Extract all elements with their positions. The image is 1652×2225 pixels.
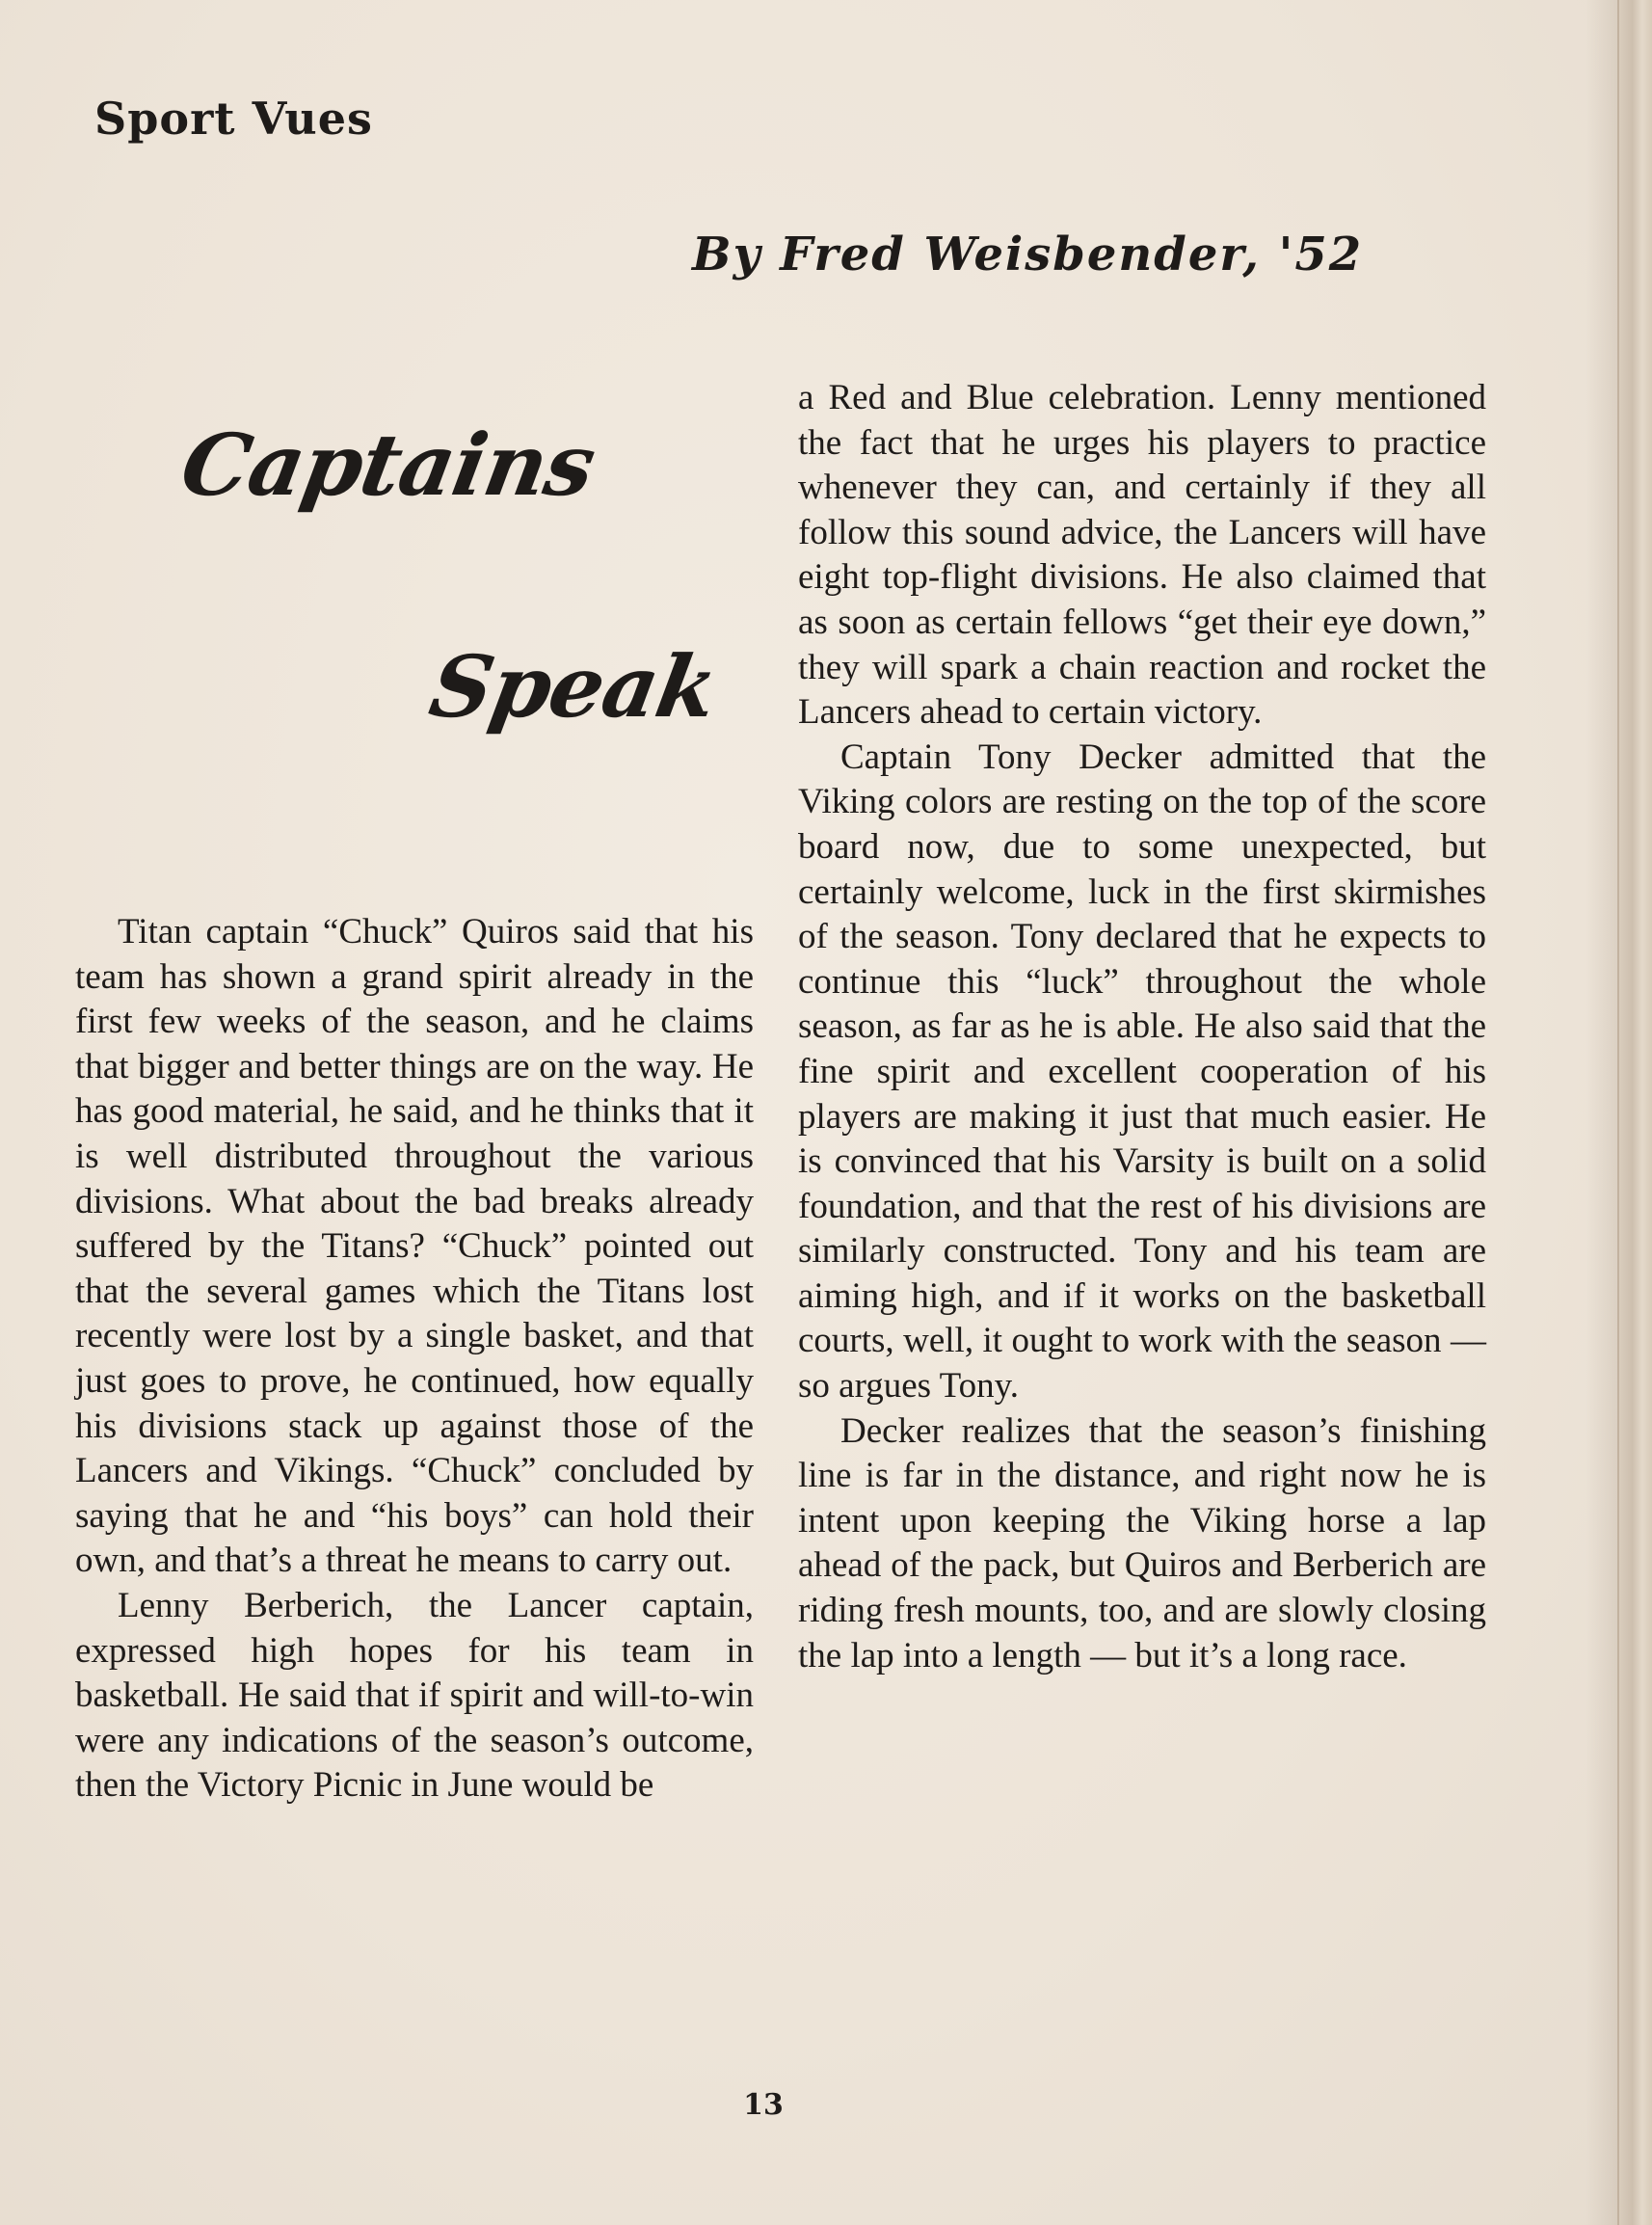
headline-word-speak: Speak bbox=[422, 636, 725, 737]
page-number: 13 bbox=[743, 2088, 784, 2122]
page-spine-edge bbox=[1617, 0, 1652, 2225]
section-heading: Sport Vues bbox=[94, 93, 373, 145]
byline: By Fred Weisbender, '52 bbox=[692, 228, 1364, 281]
paragraph-decker: Captain Tony Decker admitted that the Viking colors are resting on the top of the score board now, due to some unexpected, but certainly welcome, luck in the first skirmishes of the season. Tony declared that he expects to continue this “luck” throughout the whole season, as far as he is able. He also said that the fine spirit and excellent cooperation of his players are making it just that much easier. He is convinced that his Varsity is built on a solid foundation, and that the rest of his divisions are similarly constructed. Tony and his team are aiming high, and if it works on the basketball courts, well, it ought to work with the season — so argues Tony. bbox=[798, 737, 1486, 1407]
headline-word-captains: Captains bbox=[173, 415, 602, 515]
paragraph-quiros: Titan captain “Chuck” Quiros said that his team has shown a grand spirit already in the first few weeks of the season, and he claims that bigger and better things are on the way. He has good material, he said, and he thinks that it is well distributed throughout the various divisions. What about the bad breaks already suffered by the Titans? “Chuck” pointed out that the several games which the Titans lost recently were lost by a single basket, and that just goes to prove, he continued, how equally his divisions stack up against those of the Lancers and Vikings. “Chuck” concluded by saying that he and “his boys” can hold their own, and that’s a threat he means to carry out. bbox=[75, 912, 754, 1581]
paragraph-berberich-start: Lenny Berberich, the Lancer captain, expressed high hopes for his team in basketball. He said that if spirit and will-to-win were any indications of the season’s outcome, then the Victory Picnic in June would be bbox=[75, 1585, 754, 1806]
paragraph-conclusion: Decker realizes that the season’s finishing line is far in the distance, and right now he is intent upon keeping the Viking horse a lap ahead of the pack, but Quiros and Berberich are riding fresh mounts, too, and are slowly closing the lap into a length — but it’s a long race. bbox=[798, 1410, 1486, 1675]
article-column-right bbox=[798, 376, 1486, 1678]
article-column-left bbox=[75, 910, 754, 1809]
paragraph-berberich-continued: a Red and Blue celebration. Lenny mentioned the fact that he urges his players to practice whenever they can, and certainly if they all follow this sound advice, the Lancers will have eight top-flight divisions. He also claimed that as soon as certain fellows “get their eye down,” they will spark a chain reaction and rocket the Lancers ahead to certain victory. bbox=[798, 378, 1486, 733]
